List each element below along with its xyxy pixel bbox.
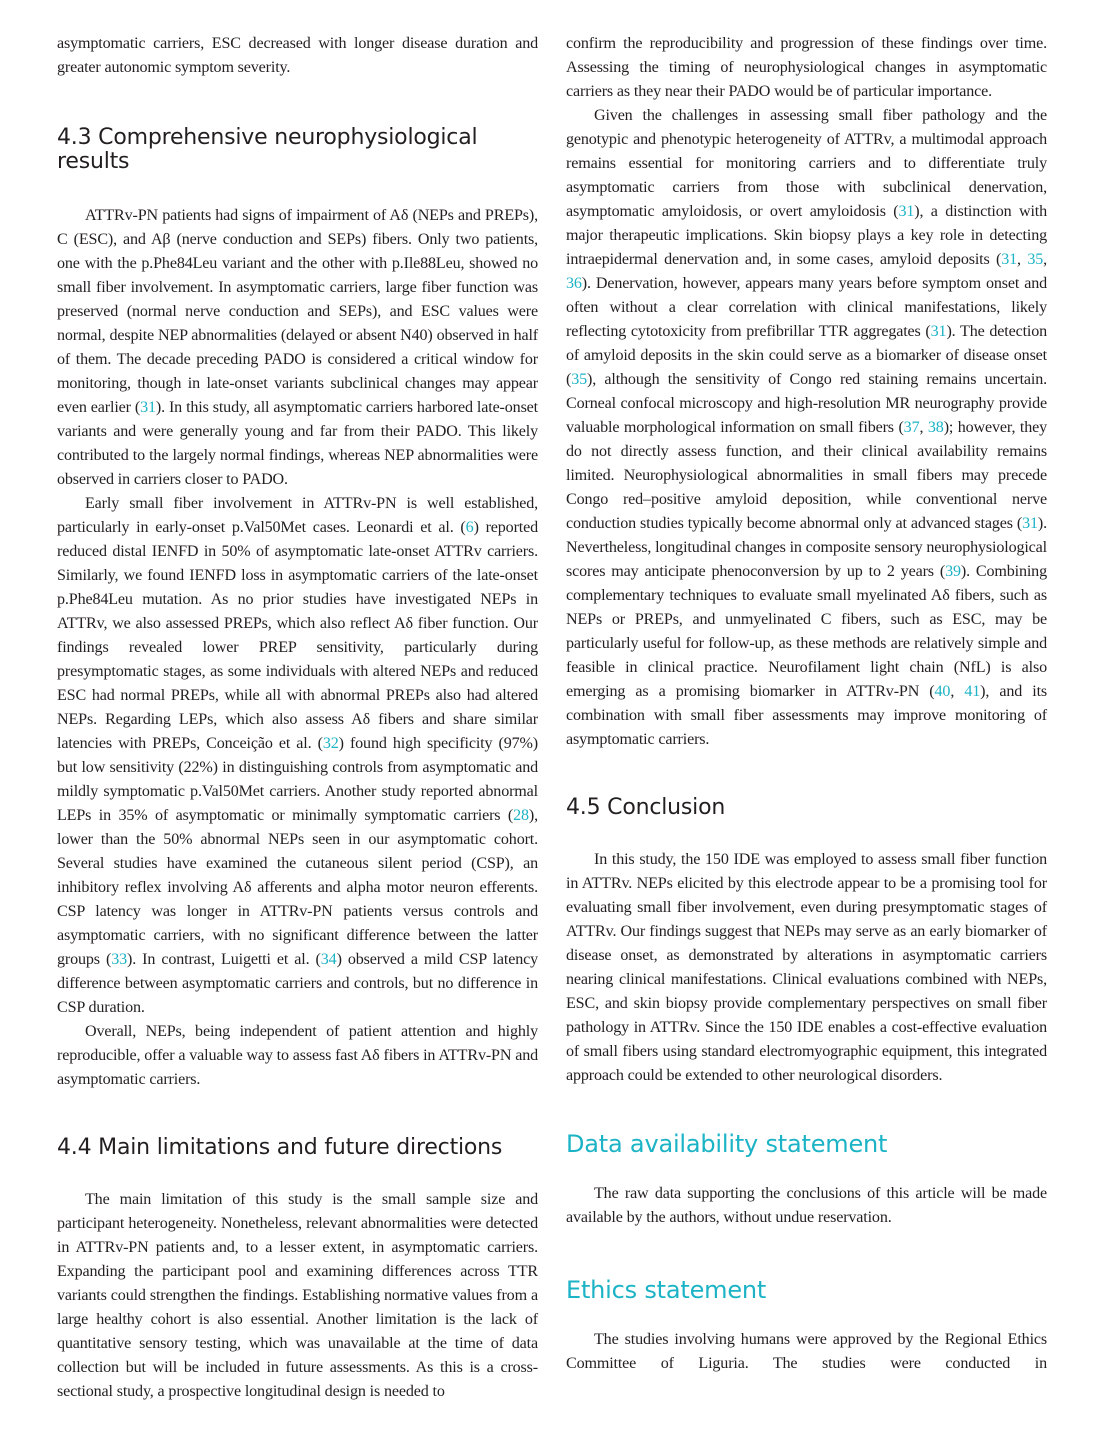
body-paragraph: Given the challenges in assessing small fiber pathology and the genotypic and phenotypic heterogeneity of ATTRv, a multimodal approach remains essential for monitoring carriers and to differentiate truly asymptomatic carriers from those with subclinical denervation, asymptomatic amyloidosis, or overt amyloidosis (31), a distinction with major therapeutic implications. Skin biopsy plays a key role in detecting intraepidermal denervation and, in some cases, amyloid deposits (31, 35, 36). Denervation, however, appears many years before symptom onset and often without a clear correlation with clinical manifestations, likely reflecting cytotoxicity from prefibrillar TTR aggregates (31). The detection of amyloid deposits in the skin could serve as a biomarker of disease onset (35), although the sensitivity of Congo red staining remains uncertain. Corneal confocal microscopy and high-resolution MR neurography provide valuable morphological information on small fibers (37, 38); however, they do not directly assess function, and their clinical availability remains limited. Neurophysiological abnormalities in small fibers may precede Congo red–positive amyloid deposition, while conventional nerve conduction studies typically become abnormal only at advanced stages (31). Nevertheless, longitudinal changes in composite sensory neurophysiological scores may anticipate phenoconversion by up to 2 years (39). Combining complementary techniques to evaluate small myelinated Aδ fibers, such as NEPs or PREPs, and unmyelinated C fibers, such as ESC, may be particularly useful for follow-up, as these methods are relatively simple and feasible in clinical practice. Neurofilament light chain (NfL) is also emerging as a promising biomarker in ATTRv-PN (40, 41), and its combination with small fiber assessments may improve monitoring of asymptomatic carriers. <box>566 107 1048 748</box>
citation-link[interactable]: 40 <box>934 683 951 700</box>
section-heading-ethics: Ethics statement <box>566 1276 767 1304</box>
citation-link[interactable]: 33 <box>111 951 127 968</box>
citation-link[interactable]: 38 <box>927 419 944 436</box>
body-paragraph-continued: confirm the reproducibility and progression of these findings over time. Assessing the timing of neurophysiological changes in asymptomatic carriers as they near their PADO would be of particular importance. <box>566 35 1047 100</box>
body-paragraph: Overall, NEPs, being independent of patient attention and highly reproducible, offer a valuable way to assess fast Aδ fibers in ATTRv-PN and asymptomatic carriers. <box>57 1023 538 1088</box>
body-paragraph: The main limitation of this study is the small sample size and participant heterogeneity. Nonetheless, relevant abnormalities were detected in ATTRv-PN patients and, to a lesser extent, in asymptomatic carriers. Expanding the participant pool and examining differences across TTR variants could strengthen the findings. Establishing normative values from a large healthy cohort is also essential. Another limitation is the lack of quantitative sensory testing, which was unavailable at the time of data collection but will be included in future assessments. As this is a cross-sectional study, a prospective longitudinal design is needed to <box>57 1191 538 1400</box>
data-availability-paragraph: The raw data supporting the conclusions of this article will be made available by the authors, without undue reservation. <box>566 1185 1047 1226</box>
body-paragraph: Early small fiber involvement in ATTRv-PN is well established, particularly in early-onset p.Val50Met cases. Leonardi et al. (6) reported reduced distal IENFD in 50% of asymptomatic late-onset ATTRv carriers. Similarly, we found IENFD loss in asymptomatic carriers of the late-onset p.Phe84Leu mutation. As no prior studies have investigated NEPs in ATTRv, we also assessed PREPs, which also reflect Aδ fiber function. Our findings revealed lower PREP sensitivity, particularly during presymptomatic stages, as some individuals with altered NEPs and reduced ESC had normal PREPs, while all with abnormal PREPs also had altered NEPs. Regarding LEPs, which also assess Aδ fibers and share similar latencies with PREPs, Conceição et al. (32) found high specificity (97%) but low sensitivity (22%) in distinguishing controls from asymptomatic and mildly symptomatic p.Val50Met carriers. Another study reported abnormal LEPs in 35% of asymptomatic or minimally symptomatic carriers (28), lower than the 50% abnormal NEPs seen in our asymptomatic cohort. Several studies have examined the cutaneous silent period (CSP), an inhibitory reflex involving Aδ afferents and alpha motor neuron efferents. CSP latency was longer in ATTRv-PN patients versus controls and asymptomatic carriers, with no significant difference between the latter groups (33). In contrast, Luigetti et al. (34) observed a mild CSP latency difference between asymptomatic carriers and controls, but no difference in CSP duration. <box>57 495 538 1016</box>
section-heading-4-5: 4.5 Conclusion <box>566 795 726 820</box>
body-paragraph: ATTRv-PN patients had signs of impairment of Aδ (NEPs and PREPs), C (ESC), and Aβ (nerve conduction and SEPs) fibers. Only two patients, one with the p.Phe84Leu variant and the other with p.Ile88Leu, showed no small fiber involvement. In asymptomatic carriers, large fiber function was preserved (normal nerve conduction and SEPs), and ESC values were normal, despite NEP abnormalities (delayed or absent N40) observed in half of them. The decade preceding PADO is considered a critical window for monitoring, though in late-onset variants subclinical changes may appear even earlier (31). In this study, all asymptomatic carriers harbored late-onset variants and were generally young and far from their PADO. This likely contributed to the largely normal findings, whereas NEP abnormalities were observed in carriers closer to PADO. <box>57 207 538 488</box>
intro-tail-paragraph: asymptomatic carriers, ESC decreased with longer disease duration and greater autonomic symptom severity. <box>57 35 538 76</box>
citation-link[interactable]: 36 <box>566 275 582 292</box>
citation-link[interactable]: 32 <box>322 735 339 752</box>
citation-link[interactable]: 31 <box>898 203 915 220</box>
citation-link[interactable]: 39 <box>945 563 961 580</box>
ethics-paragraph: The studies involving humans were approved by the Regional Ethics Committee of Liguria. The studies were conducted in <box>566 1331 1047 1372</box>
citation-link[interactable]: 31 <box>930 323 947 340</box>
citation-link[interactable]: 28 <box>513 807 529 824</box>
citation-link[interactable]: 35 <box>1027 251 1044 268</box>
citation-link[interactable]: 35 <box>571 371 588 388</box>
citation-link[interactable]: 6 <box>465 519 474 536</box>
citation-link[interactable]: 34 <box>320 951 337 968</box>
citation-link[interactable]: 31 <box>1022 515 1038 532</box>
body-paragraph: In this study, the 150 IDE was employed to assess small fiber function in ATTRv. NEPs elicited by this electrode appear to be a promising tool for evaluating small fiber involvement, even during presymptomatic stages of ATTRv. Our findings suggest that NEPs may serve as an early biomarker of disease onset, as demonstrated by alterations in asymptomatic carriers nearing clinical manifestations. Clinical evaluations combined with NEPs, ESC, and skin biopsy provide complementary perspectives on small fiber pathology in ATTRv. Since the 150 IDE enables a cost-effective evaluation of small fibers using standard electromyographic equipment, this integrated approach could be extended to other neurological disorders. <box>566 851 1047 1084</box>
right-column <box>566 32 1047 1376</box>
section-heading-data-availability: Data availability statement <box>566 1130 888 1158</box>
citation-link[interactable]: 37 <box>903 419 920 436</box>
citation-link[interactable]: 31 <box>1001 251 1018 268</box>
left-column <box>57 32 538 1404</box>
citation-link[interactable]: 41 <box>964 683 981 700</box>
section-heading-4-4: 4.4 Main limitations and future directions <box>57 1135 503 1160</box>
section-heading-4-3: 4.3 Comprehensive neurophysiological results <box>57 125 478 174</box>
citation-link[interactable]: 31 <box>140 399 156 416</box>
